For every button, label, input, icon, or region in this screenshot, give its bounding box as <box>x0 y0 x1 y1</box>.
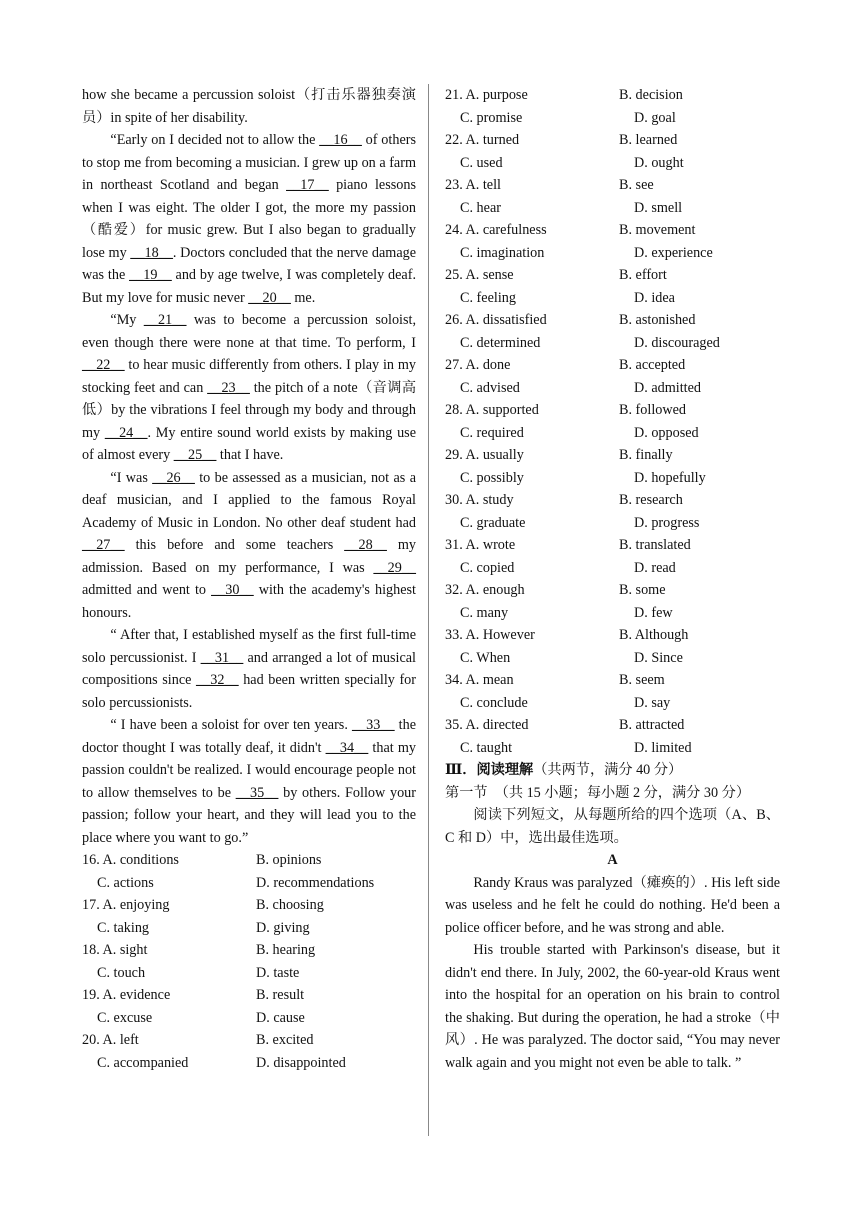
option-row <box>445 647 780 670</box>
option-row <box>445 377 780 400</box>
text-span: to hear music differently from others. I play in my stocking feet and can <box>82 357 416 396</box>
blank-20: __20__ <box>248 289 291 306</box>
text-span: the doctor thought I was totally deaf, it didn't <box>82 717 416 756</box>
options-21-35 <box>445 84 780 759</box>
option-label: C. graduate <box>460 514 526 531</box>
option-label: 29. A. usually <box>445 447 524 463</box>
option-row <box>445 467 780 490</box>
passage-paragraph: His trouble started with Parkinson's disease, but it didn't end there. In July, 2002, the 60-year-old Kraus went into the hospital for an operation on his brain to control the shaking. But during the operation, he had a stroke（中风）. He was paralyzed. The doctor said, “You may never walk again and you might not even be able to talk. ” <box>445 942 780 1071</box>
option-label: D. few <box>634 604 673 621</box>
option-label: B. learned <box>619 132 678 148</box>
subsection-heading: 第一节 （共 15 小题；每小题 2 分，满分 30 分） <box>445 784 751 801</box>
blank-24: __24__ <box>104 424 148 441</box>
option-label: D. say <box>634 694 671 711</box>
option-row <box>445 219 780 242</box>
option-row <box>82 939 416 962</box>
option-row <box>82 1052 416 1075</box>
option-row <box>445 444 780 467</box>
text-span: had been written specially for solo percussionists. <box>82 672 417 711</box>
option-label: D. cause <box>256 1009 305 1026</box>
option-row <box>445 152 780 175</box>
blank-18: __18__ <box>130 244 173 261</box>
option-label: 17. A. enjoying <box>82 897 170 913</box>
option-row <box>82 1029 416 1052</box>
cloze-paragraph <box>82 714 416 849</box>
option-row <box>445 84 780 107</box>
option-row <box>82 894 416 917</box>
blank-35: __35__ <box>235 784 279 801</box>
option-label: C. accompanied <box>97 1054 189 1071</box>
option-row <box>82 1007 416 1030</box>
option-row <box>445 399 780 422</box>
option-label: 30. A. study <box>445 492 514 508</box>
text-span: this before and some teachers <box>124 537 345 553</box>
option-label: D. Since <box>634 649 683 666</box>
option-label: 33. A. However <box>445 627 535 643</box>
blank-17: __17__ <box>286 177 329 193</box>
instruction-text: 阅读下列短文，从每题所给的四个选项（A、B、C 和 D）中，选出最佳选项。 <box>445 807 780 846</box>
option-row <box>445 287 780 310</box>
option-label: D. discouraged <box>634 334 720 351</box>
blank-29: __29__ <box>373 559 416 576</box>
option-label: C. determined <box>460 334 541 351</box>
option-label: 26. A. dissatisfied <box>445 312 547 328</box>
right-column <box>445 84 780 1074</box>
blank-19: __19__ <box>129 267 172 283</box>
option-label: D. goal <box>634 109 676 126</box>
text-span: to be assessed as a musician, not as a deaf musician, and I applied to the famous Royal Academy of Music in London. No other deaf student had <box>82 469 416 531</box>
option-label: 19. A. evidence <box>82 987 171 1003</box>
option-label: D. idea <box>634 289 675 306</box>
blank-16: __16__ <box>319 132 362 148</box>
option-row <box>445 714 780 737</box>
option-label: D. giving <box>256 919 310 936</box>
option-label: 34. A. mean <box>445 672 514 688</box>
option-row <box>445 354 780 377</box>
option-label: D. admitted <box>634 379 701 396</box>
option-row <box>445 309 780 332</box>
option-label: 25. A. sense <box>445 267 514 283</box>
option-label: D. opposed <box>634 424 699 441</box>
option-row <box>445 534 780 557</box>
option-label: 32. A. enough <box>445 582 525 598</box>
option-label: 28. A. supported <box>445 402 539 418</box>
option-label: B. excited <box>256 1032 314 1048</box>
option-row <box>445 107 780 130</box>
text-span: “My <box>110 312 144 328</box>
option-label: 22. A. turned <box>445 132 520 148</box>
option-label: C. excuse <box>97 1009 153 1026</box>
option-label: C. conclude <box>460 694 528 711</box>
text-span: and by age twelve, I was completely deaf. But my love for music never <box>82 267 416 306</box>
option-label: B. result <box>256 987 305 1003</box>
option-label: B. opinions <box>256 852 322 868</box>
column-divider <box>428 84 429 1136</box>
option-row <box>82 984 416 1007</box>
option-label: C. used <box>460 154 503 171</box>
options-16-20 <box>82 849 416 1074</box>
option-label: B. movement <box>619 222 696 238</box>
section-heading <box>445 759 780 782</box>
section-note: （共两节，满分 40 分） <box>533 762 683 778</box>
option-row <box>445 197 780 220</box>
option-label: B. research <box>619 492 683 508</box>
option-label: B. choosing <box>256 897 324 913</box>
blank-26: __26__ <box>152 469 195 486</box>
passage-paragraph: Randy Kraus was paralyzed（瘫痪的）. His left side was useless and he felt he could do nothing. He'd been a police officer before, and he was strong and able. <box>445 874 780 936</box>
text-span: with the academy's highest honours. <box>82 582 416 621</box>
option-label: C. copied <box>460 559 515 576</box>
option-label: 24. A. carefulness <box>445 222 547 238</box>
option-row <box>445 579 780 602</box>
option-row <box>445 332 780 355</box>
option-label: D. experience <box>634 244 713 261</box>
option-label: B. Although <box>619 627 689 643</box>
blank-32: __32__ <box>196 672 239 688</box>
option-label: 20. A. left <box>82 1032 139 1048</box>
option-row <box>445 512 780 535</box>
option-label: D. limited <box>634 739 692 756</box>
text-span: me. <box>290 289 316 306</box>
option-row <box>445 737 780 760</box>
option-label: D. progress <box>634 514 700 531</box>
option-label: C. When <box>460 649 511 666</box>
option-row <box>445 174 780 197</box>
blank-25: __25__ <box>173 447 217 463</box>
text-span: by others. Follow your passion; follow your heart, and they will lead you to the place where you want to go.” <box>82 784 416 846</box>
text-span: “I was <box>110 469 153 486</box>
option-row <box>445 692 780 715</box>
text-span: how she became a percussion soloist（打击乐器独奏演员）in spite of her disability. <box>82 87 416 126</box>
left-column <box>82 84 416 1074</box>
blank-23: __23__ <box>207 379 250 396</box>
option-label: 31. A. wrote <box>445 537 516 553</box>
option-label: D. smell <box>634 199 683 216</box>
option-label: 35. A. directed <box>445 717 529 733</box>
option-label: 21. A. purpose <box>445 87 528 103</box>
option-label: D. disappointed <box>256 1054 346 1071</box>
option-label: D. hopefully <box>634 469 706 486</box>
option-label: B. some <box>619 582 666 598</box>
option-label: C. promise <box>460 109 523 126</box>
option-label: C. advised <box>460 379 520 396</box>
option-label: B. finally <box>619 447 673 463</box>
cloze-paragraph <box>82 309 416 467</box>
option-label: C. taking <box>97 919 150 936</box>
option-label: B. accepted <box>619 357 686 373</box>
option-label: C. taught <box>460 739 513 756</box>
blank-22: __22__ <box>82 357 125 373</box>
cloze-paragraph <box>82 129 416 309</box>
blank-21: __21__ <box>143 312 187 328</box>
option-row <box>445 129 780 152</box>
option-label: C. required <box>460 424 524 441</box>
blank-27: __27__ <box>82 537 125 553</box>
option-label: C. feeling <box>460 289 516 306</box>
option-label: B. translated <box>619 537 691 553</box>
option-label: 18. A. sight <box>82 942 148 958</box>
blank-34: __34__ <box>325 739 369 756</box>
option-label: C. imagination <box>460 244 545 261</box>
option-row <box>445 557 780 580</box>
option-label: D. taste <box>256 964 300 981</box>
option-label: B. decision <box>619 87 683 103</box>
text-span: was to become a percussion soloist, even though there were none at that time. To perform, I <box>82 312 416 351</box>
blank-33: __33__ <box>351 717 395 733</box>
option-row <box>82 962 416 985</box>
option-label: B. attracted <box>619 717 685 733</box>
option-row <box>445 422 780 445</box>
text-span: admitted and went to <box>82 582 212 598</box>
text-span: “Early on I decided not to allow the <box>110 132 320 148</box>
blank-31: __31__ <box>200 649 244 666</box>
cloze-paragraph <box>82 624 416 714</box>
option-label: B. seem <box>619 672 665 688</box>
option-label: D. recommendations <box>256 874 375 891</box>
option-label: 23. A. tell <box>445 177 501 193</box>
option-label: B. effort <box>619 267 667 283</box>
option-label: D. ought <box>634 154 684 171</box>
section-title: Ⅲ．阅读理解 <box>445 762 534 778</box>
option-label: B. followed <box>619 402 686 418</box>
cloze-paragraph <box>82 467 416 625</box>
option-row <box>82 872 416 895</box>
option-row <box>445 242 780 265</box>
option-label: C. touch <box>97 964 146 981</box>
blank-30: __30__ <box>211 582 254 598</box>
option-row <box>445 624 780 647</box>
blank-28: __28__ <box>344 537 387 553</box>
option-row <box>445 264 780 287</box>
text-span: and arranged a lot of musical compositions since <box>82 649 416 688</box>
text-span: . My entire sound world exists by making use of almost every <box>82 424 416 463</box>
option-label: 27. A. done <box>445 357 511 373</box>
text-span: . Doctors concluded that the nerve damage was the <box>82 244 417 283</box>
option-label: C. hear <box>460 199 501 216</box>
text-span: that my passion couldn't be realized. I would encourage people not to allow themselves to be <box>82 739 417 801</box>
option-row <box>82 849 416 872</box>
option-label: C. many <box>460 604 509 621</box>
text-span: of others to stop me from becoming a musician. I grew up on a farm in northeast Scotland and began <box>82 132 416 193</box>
cloze-paragraph <box>82 84 416 129</box>
option-label: C. possibly <box>460 469 524 486</box>
text-span: “ After that, I established myself as the first full-time solo percussionist. I <box>82 627 416 666</box>
text-span: the pitch of a note（音调高低）by the vibrations I feel through my body and through my <box>82 379 417 441</box>
option-label: 16. A. conditions <box>82 852 179 868</box>
text-span: “ I have been a soloist for over ten years. <box>110 717 352 733</box>
option-row <box>445 669 780 692</box>
option-row <box>445 602 780 625</box>
option-label: D. read <box>634 559 676 576</box>
option-label: C. actions <box>97 874 154 891</box>
option-label: B. astonished <box>619 312 696 328</box>
passage-label: A <box>607 852 618 868</box>
text-span: piano lessons when I was eight. The older I got, the more my passion（酷爱）for music grew. But I also began to gradually lose my <box>82 177 416 261</box>
option-label: B. hearing <box>256 942 316 958</box>
option-label: B. see <box>619 177 654 193</box>
option-row <box>445 489 780 512</box>
option-row <box>82 917 416 940</box>
text-span: that I have. <box>216 447 284 463</box>
text-span: my admission. Based on my performance, I was <box>82 537 416 576</box>
passage-a <box>445 872 780 1075</box>
